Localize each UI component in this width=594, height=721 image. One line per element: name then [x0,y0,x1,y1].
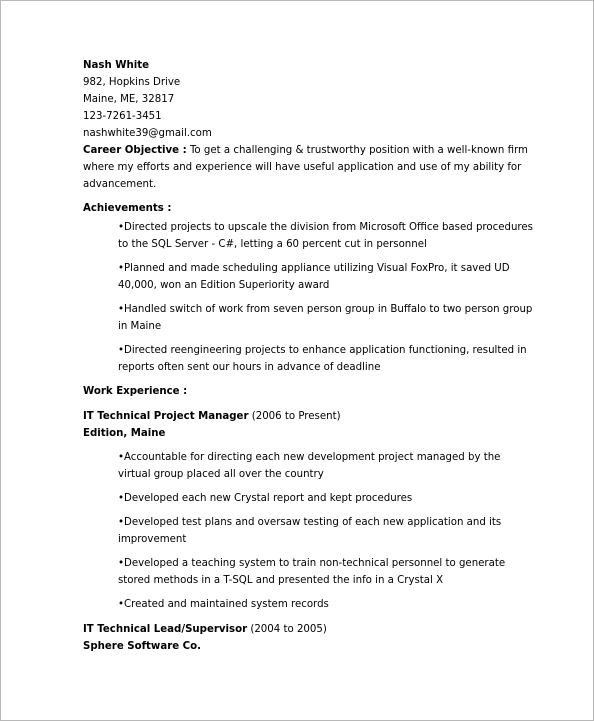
job-period: (2006 to Present) [248,411,341,422]
job-title-line [83,408,533,425]
phone-number: 123-7261-3451 [83,111,162,122]
work-experience-heading: Work Experience : [83,386,188,397]
job-duties-list [83,449,533,613]
address-line-2: Maine, ME, 32817 [83,94,175,105]
job-duty-item: •Developed each new Crystal report and kept procedures [118,493,413,504]
email-address: nashwhite39@gmail.com [83,128,212,139]
job-duty-item: •Developed test plans and oversaw testing of each new application and its improvement [118,517,502,545]
career-objective-label: Career Objective : [83,145,187,156]
address-line-1: 982, Hopkins Drive [83,77,181,88]
achievement-item: •Handled switch of work from seven person group in Buffalo to two person group in Maine [118,304,533,332]
achievement-item: •Directed projects to upscale the division from Microsoft Office based procedures to the SQL Server - C#, letting a 60 percent cut in personnel [118,222,533,250]
career-objective-text: To get a challenging & trustworthy position with a well-known firm where my efforts and experience will have useful application and use of my ability for advancement. [83,145,528,190]
job-company: Edition, Maine [83,428,166,439]
job-duty-item: •Developed a teaching system to train non-technical personnel to generate stored methods in a T-SQL and presented the info in a Crystal X [118,558,506,586]
job-duty-item: •Created and maintained system records [118,599,329,610]
job-company: Sphere Software Co. [83,641,202,652]
achievements-list [83,219,533,376]
achievement-item: •Planned and made scheduling appliance utilizing Visual FoxPro, it saved UD 40,000, won an Edition Superiority award [118,263,510,291]
career-objective [83,142,533,193]
job-title-line [83,621,533,638]
job-title: IT Technical Project Manager [83,411,249,422]
resume-content [83,57,533,655]
achievement-item: •Directed reengineering projects to enhance application functioning, resulted in reports often sent our hours in advance of deadline [118,345,527,373]
job-period: (2004 to 2005) [247,624,327,635]
job-title: IT Technical Lead/Supervisor [83,624,248,635]
job-duty-item: •Accountable for directing each new development project managed by the virtual group placed all over the country [118,452,501,480]
achievements-heading: Achievements : [83,203,172,214]
applicant-name: Nash White [83,60,150,71]
